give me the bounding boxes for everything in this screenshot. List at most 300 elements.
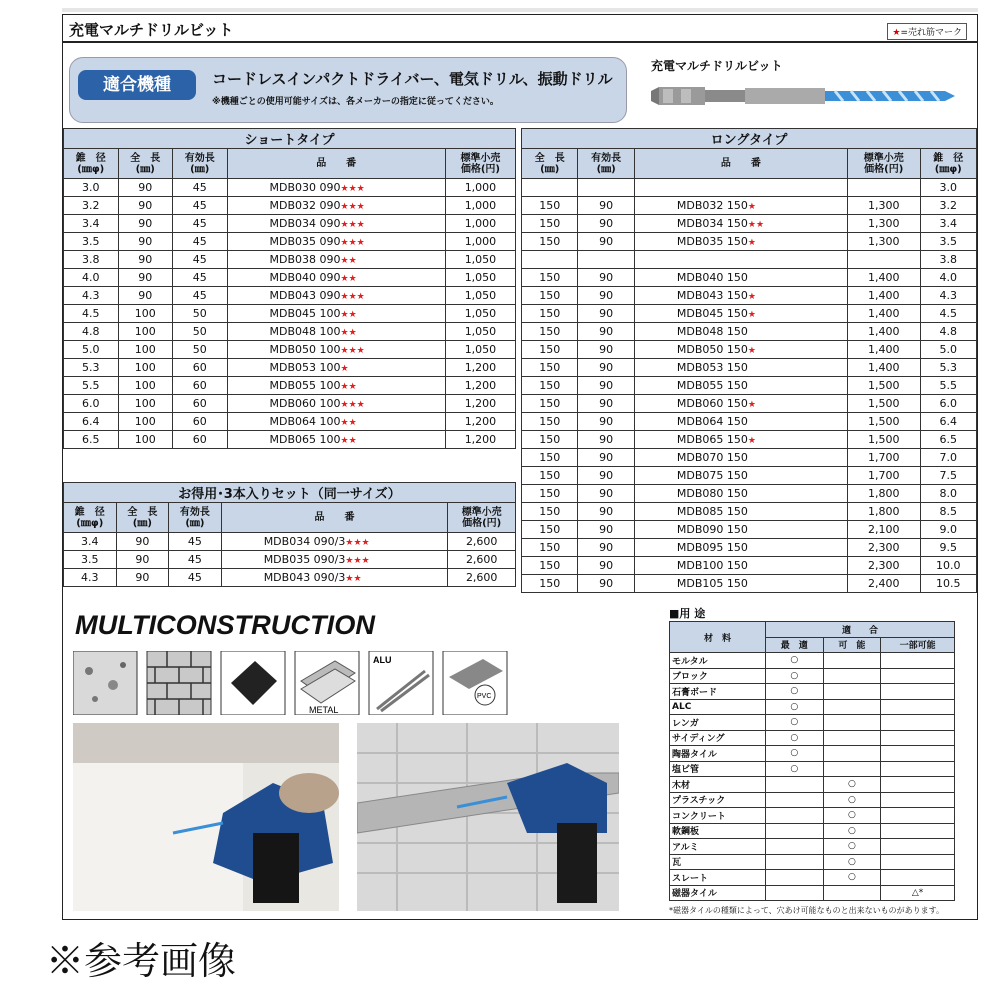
part-number-cell: MDB043 090/3★★	[221, 569, 448, 587]
price-cell: 1,050	[445, 287, 515, 305]
ok-cell: ○	[823, 870, 881, 886]
diameter-cell: 9.5	[920, 539, 976, 557]
diameter-cell: 4.5	[64, 305, 119, 323]
diameter-cell: 3.4	[64, 533, 117, 551]
part-number-cell: MDB048 100★★	[227, 323, 445, 341]
material-cell: 瓦	[670, 854, 766, 870]
length-cell: 150	[522, 197, 578, 215]
diameter-cell: 4.3	[64, 569, 117, 587]
bestseller-star-icon: ★	[747, 346, 756, 356]
table-row	[522, 323, 977, 341]
table-row	[64, 569, 516, 587]
diameter-cell: 4.0	[920, 269, 976, 287]
ok-cell	[823, 699, 881, 715]
best-cell	[766, 854, 824, 870]
ok-cell: ○	[823, 854, 881, 870]
effective-length-cell: 60	[173, 359, 228, 377]
star-icon: ★	[892, 28, 901, 38]
diameter-cell: 3.5	[64, 551, 117, 569]
effective-length-cell: 45	[173, 215, 228, 233]
length-cell: 150	[522, 341, 578, 359]
length-cell: 100	[118, 377, 173, 395]
table-row	[64, 287, 516, 305]
tile-icon	[221, 651, 285, 715]
table-row	[64, 233, 516, 251]
effective-length-cell: 60	[173, 395, 228, 413]
bestseller-star-icon: ★	[747, 310, 756, 320]
part-number-cell: MDB035 090★★★	[227, 233, 445, 251]
price-cell: 1,050	[445, 251, 515, 269]
best-cell: ○	[766, 699, 824, 715]
diameter-cell: 6.0	[920, 395, 976, 413]
effective-length-cell: 90	[578, 233, 634, 251]
column-header: 品 番	[634, 149, 847, 179]
length-cell: 90	[118, 251, 173, 269]
effective-length-cell: 45	[173, 179, 228, 197]
bestseller-star-icon: ★★★	[340, 220, 365, 230]
effective-length-cell: 60	[173, 413, 228, 431]
effective-length-cell: 90	[578, 485, 634, 503]
short-type-table	[63, 128, 516, 449]
price-cell: 1,400	[847, 323, 920, 341]
effective-length-cell: 45	[169, 551, 222, 569]
usage-row	[670, 730, 955, 746]
price-cell: 1,200	[445, 377, 515, 395]
best-cell	[766, 839, 824, 855]
best-cell: ○	[766, 730, 824, 746]
length-cell: 150	[522, 413, 578, 431]
bestseller-star-icon: ★★★	[340, 292, 365, 302]
part-number-cell: MDB075 150	[634, 467, 847, 485]
top-divider	[62, 8, 978, 12]
drill-bit-image	[649, 77, 959, 115]
price-cell: 1,000	[445, 197, 515, 215]
effective-length-cell: 50	[173, 323, 228, 341]
length-cell: 90	[116, 533, 169, 551]
price-cell: 1,200	[445, 431, 515, 449]
effective-length-cell: 90	[578, 323, 634, 341]
part-number-cell: MDB045 100★★	[227, 305, 445, 323]
table-row	[522, 251, 977, 269]
length-cell: 100	[118, 359, 173, 377]
ok-cell: ○	[823, 808, 881, 824]
material-cell: ALC	[670, 699, 766, 715]
effective-length-cell: 90	[578, 359, 634, 377]
partial-cell	[881, 839, 955, 855]
column-header: 錐 径 (㎜φ)	[920, 149, 976, 179]
bestseller-star-icon: ★★	[340, 328, 357, 338]
table-row	[522, 539, 977, 557]
price-cell: 1,000	[445, 215, 515, 233]
part-number-cell: MDB053 150	[634, 359, 847, 377]
usage-row	[670, 870, 955, 886]
ok-cell	[823, 653, 881, 669]
effective-length-cell	[578, 251, 634, 269]
diameter-cell: 5.5	[920, 377, 976, 395]
effective-length-cell: 90	[578, 449, 634, 467]
part-number-cell: MDB050 100★★★	[227, 341, 445, 359]
effective-length-cell: 90	[578, 539, 634, 557]
diameter-cell: 3.2	[920, 197, 976, 215]
length-cell: 100	[118, 413, 173, 431]
material-cell: 陶器タイル	[670, 746, 766, 762]
length-cell: 150	[522, 521, 578, 539]
ok-cell: ○	[823, 823, 881, 839]
length-cell: 150	[522, 467, 578, 485]
usage-row	[670, 761, 955, 777]
length-cell: 150	[522, 269, 578, 287]
usage-partial-header: 一部可能	[881, 637, 955, 653]
partial-cell	[881, 668, 955, 684]
effective-length-cell: 90	[578, 557, 634, 575]
table-row	[522, 557, 977, 575]
partial-cell: △*	[881, 885, 955, 901]
compat-note: ※機種ごとの使用可能サイズは、各メーカーの指定に従ってください。	[212, 97, 499, 107]
diameter-cell: 5.0	[64, 341, 119, 359]
part-number-cell: MDB032 090★★★	[227, 197, 445, 215]
part-number-cell: MDB060 100★★★	[227, 395, 445, 413]
part-number-cell: MDB090 150	[634, 521, 847, 539]
length-cell: 100	[118, 323, 173, 341]
material-cell: レンガ	[670, 715, 766, 731]
effective-length-cell: 50	[173, 305, 228, 323]
table-row	[522, 467, 977, 485]
column-header: 有効長 (㎜)	[578, 149, 634, 179]
price-cell: 2,600	[448, 533, 516, 551]
product-image-title: 充電マルチドリルビット	[651, 59, 783, 73]
length-cell: 150	[522, 395, 578, 413]
usage-row	[670, 684, 955, 700]
usage-row	[670, 746, 955, 762]
effective-length-cell: 60	[173, 431, 228, 449]
diameter-cell: 10.5	[920, 575, 976, 593]
length-cell: 150	[522, 215, 578, 233]
best-cell: ○	[766, 715, 824, 731]
best-cell	[766, 792, 824, 808]
effective-length-cell: 45	[173, 269, 228, 287]
diameter-cell: 3.4	[920, 215, 976, 233]
part-number-cell: MDB034 150★★	[634, 215, 847, 233]
column-header: 錐 径 (㎜φ)	[64, 149, 119, 179]
part-number-cell: MDB095 150	[634, 539, 847, 557]
pvc-icon	[443, 651, 507, 715]
price-cell: 1,400	[847, 359, 920, 377]
set-table	[63, 482, 516, 587]
partial-cell	[881, 777, 955, 793]
set-section-title: お得用･3本入りセット（同一サイズ）	[64, 483, 516, 503]
diameter-cell: 3.0	[64, 179, 119, 197]
partial-cell	[881, 684, 955, 700]
material-cell: アルミ	[670, 839, 766, 855]
table-row	[64, 551, 516, 569]
effective-length-cell: 90	[578, 197, 634, 215]
best-cell: ○	[766, 653, 824, 669]
length-cell: 150	[522, 287, 578, 305]
price-cell: 1,800	[847, 503, 920, 521]
material-cell: モルタル	[670, 653, 766, 669]
alu-icon	[369, 651, 433, 715]
column-header: 標準小売 価格(円)	[445, 149, 515, 179]
ok-cell	[823, 761, 881, 777]
partial-cell	[881, 715, 955, 731]
usage-material-header: 材 料	[670, 622, 766, 653]
table-row	[522, 485, 977, 503]
table-row	[522, 377, 977, 395]
length-cell	[522, 179, 578, 197]
diameter-cell: 3.2	[64, 197, 119, 215]
effective-length-cell: 90	[578, 287, 634, 305]
usage-row	[670, 653, 955, 669]
part-number-cell: MDB040 150	[634, 269, 847, 287]
bestseller-star-icon: ★★★	[340, 202, 365, 212]
usage-row	[670, 668, 955, 684]
bestseller-star-icon: ★★★	[345, 538, 370, 548]
table-row	[64, 413, 516, 431]
part-number-cell	[634, 179, 847, 197]
length-cell: 90	[116, 569, 169, 587]
best-cell: ○	[766, 684, 824, 700]
set-header-row	[64, 503, 516, 533]
short-section-title: ショートタイプ	[64, 129, 516, 149]
price-cell: 2,600	[448, 569, 516, 587]
table-row	[522, 449, 977, 467]
price-cell: 2,300	[847, 557, 920, 575]
part-number-cell: MDB030 090★★★	[227, 179, 445, 197]
effective-length-cell: 90	[578, 395, 634, 413]
column-header: 標準小売 価格(円)	[847, 149, 920, 179]
price-cell: 2,100	[847, 521, 920, 539]
material-cell: プラスチック	[670, 792, 766, 808]
length-cell: 150	[522, 359, 578, 377]
usage-row	[670, 839, 955, 855]
part-number-cell: MDB043 150★	[634, 287, 847, 305]
bestseller-star-icon: ★★	[340, 274, 357, 284]
table-row	[64, 197, 516, 215]
bestseller-star-icon: ★	[747, 238, 756, 248]
partial-cell	[881, 870, 955, 886]
effective-length-cell: 50	[173, 341, 228, 359]
usage-row	[670, 823, 955, 839]
length-cell: 150	[522, 575, 578, 593]
effective-length-cell: 90	[578, 503, 634, 521]
part-number-cell: MDB065 150★	[634, 431, 847, 449]
usage-row	[670, 792, 955, 808]
effective-length-cell: 45	[173, 233, 228, 251]
ok-cell	[823, 668, 881, 684]
column-header: 有効長 (㎜)	[173, 149, 228, 179]
length-cell: 90	[118, 179, 173, 197]
table-row	[522, 395, 977, 413]
part-number-cell: MDB055 100★★	[227, 377, 445, 395]
length-cell: 90	[116, 551, 169, 569]
usage-fit-header: 適 合	[766, 622, 955, 638]
length-cell: 150	[522, 305, 578, 323]
catalog-sheet	[62, 14, 978, 920]
diameter-cell: 5.3	[64, 359, 119, 377]
diameter-cell: 3.5	[64, 233, 119, 251]
column-header: 品 番	[221, 503, 448, 533]
diameter-cell: 9.0	[920, 521, 976, 539]
table-row	[64, 395, 516, 413]
metal-icon	[295, 651, 359, 715]
length-cell: 100	[118, 305, 173, 323]
table-row	[522, 287, 977, 305]
part-number-cell: MDB035 150★	[634, 233, 847, 251]
price-cell: 1,300	[847, 233, 920, 251]
column-header: 品 番	[227, 149, 445, 179]
effective-length-cell: 90	[578, 215, 634, 233]
bestseller-star-icon: ★★	[747, 220, 765, 230]
length-cell: 100	[118, 395, 173, 413]
diameter-cell: 3.8	[920, 251, 976, 269]
usage-row	[670, 699, 955, 715]
column-header: 標準小売 価格(円)	[448, 503, 516, 533]
length-cell: 150	[522, 557, 578, 575]
usage-row	[670, 777, 955, 793]
effective-length-cell: 45	[173, 251, 228, 269]
diameter-cell: 8.5	[920, 503, 976, 521]
table-row	[522, 305, 977, 323]
reference-image-note: ※参考画像	[46, 939, 237, 983]
long-table-body	[522, 179, 977, 593]
price-cell: 1,050	[445, 269, 515, 287]
bestseller-star-icon: ★	[747, 436, 756, 446]
ok-cell	[823, 715, 881, 731]
material-cell: 塩ビ管	[670, 761, 766, 777]
bestseller-star-icon: ★★★	[340, 238, 365, 248]
ok-cell: ○	[823, 792, 881, 808]
table-row	[522, 233, 977, 251]
usage-best-header: 最 適	[766, 637, 824, 653]
table-row	[64, 305, 516, 323]
price-cell: 2,300	[847, 539, 920, 557]
price-cell: 1,400	[847, 305, 920, 323]
effective-length-cell	[578, 179, 634, 197]
price-cell: 1,200	[445, 413, 515, 431]
bestseller-star-icon: ★★	[345, 574, 362, 584]
column-header: 全 長 (㎜)	[118, 149, 173, 179]
effective-length-cell: 45	[169, 533, 222, 551]
bestseller-star-icon: ★★	[340, 418, 357, 428]
price-cell: 1,500	[847, 413, 920, 431]
table-row	[522, 197, 977, 215]
price-cell: 1,200	[445, 359, 515, 377]
table-row	[64, 359, 516, 377]
table-row	[64, 215, 516, 233]
long-section-title: ロングタイプ	[522, 129, 977, 149]
bestseller-star-icon: ★★	[340, 310, 357, 320]
best-cell	[766, 885, 824, 901]
effective-length-cell: 90	[578, 521, 634, 539]
part-number-cell: MDB040 090★★	[227, 269, 445, 287]
effective-length-cell: 90	[578, 305, 634, 323]
best-cell	[766, 777, 824, 793]
table-row	[64, 323, 516, 341]
length-cell: 90	[118, 269, 173, 287]
length-cell: 150	[522, 233, 578, 251]
part-number-cell: MDB038 090★★	[227, 251, 445, 269]
part-number-cell: MDB060 150★	[634, 395, 847, 413]
long-type-table	[521, 128, 977, 593]
bestseller-star-icon: ★	[747, 202, 756, 212]
short-table-body	[64, 179, 516, 449]
part-number-cell: MDB034 090/3★★★	[221, 533, 448, 551]
effective-length-cell: 90	[578, 431, 634, 449]
diameter-cell: 4.3	[920, 287, 976, 305]
price-cell: 1,500	[847, 377, 920, 395]
partial-cell	[881, 653, 955, 669]
page-title: 充電マルチドリルビット	[69, 21, 234, 39]
price-cell: 1,000	[445, 233, 515, 251]
bestseller-legend	[887, 23, 967, 40]
effective-length-cell: 90	[578, 269, 634, 287]
table-row	[522, 269, 977, 287]
partial-cell	[881, 823, 955, 839]
diameter-cell: 4.3	[64, 287, 119, 305]
multiconstruction-logo	[73, 609, 383, 639]
table-row	[522, 521, 977, 539]
material-icons	[73, 651, 513, 715]
length-cell: 150	[522, 323, 578, 341]
bestseller-star-icon: ★★	[340, 256, 357, 266]
usage-ok-header: 可 能	[823, 637, 881, 653]
length-cell: 150	[522, 449, 578, 467]
effective-length-cell: 90	[578, 467, 634, 485]
price-cell	[847, 179, 920, 197]
price-cell: 1,700	[847, 449, 920, 467]
diameter-cell: 3.4	[64, 215, 119, 233]
usage-table-body	[670, 653, 955, 901]
effective-length-cell: 60	[173, 377, 228, 395]
diameter-cell: 4.8	[64, 323, 119, 341]
best-cell	[766, 870, 824, 886]
partial-cell	[881, 699, 955, 715]
title-bar	[63, 15, 977, 43]
compat-badge: 適合機種	[78, 70, 196, 100]
best-cell: ○	[766, 668, 824, 684]
part-number-cell: MDB053 100★	[227, 359, 445, 377]
table-row	[522, 359, 977, 377]
part-number-cell: MDB034 090★★★	[227, 215, 445, 233]
usage-table	[669, 621, 955, 901]
table-row	[522, 503, 977, 521]
drilling-wall-photo	[73, 723, 339, 911]
part-number-cell: MDB055 150	[634, 377, 847, 395]
material-cell: 軟鋼板	[670, 823, 766, 839]
material-cell: スレート	[670, 870, 766, 886]
table-row	[64, 251, 516, 269]
column-header: 全 長 (㎜)	[522, 149, 578, 179]
short-header-row	[64, 149, 516, 179]
brick-icon	[147, 651, 211, 715]
part-number-cell: MDB048 150	[634, 323, 847, 341]
best-cell	[766, 823, 824, 839]
effective-length-cell: 45	[173, 287, 228, 305]
diameter-cell: 6.5	[920, 431, 976, 449]
diameter-cell: 3.5	[920, 233, 976, 251]
diameter-cell: 4.0	[64, 269, 119, 287]
bestseller-star-icon: ★★	[340, 436, 357, 446]
price-cell: 2,600	[448, 551, 516, 569]
length-cell: 90	[118, 233, 173, 251]
price-cell: 1,400	[847, 341, 920, 359]
part-number-cell: MDB100 150	[634, 557, 847, 575]
table-row	[522, 575, 977, 593]
alu-label: ALU	[373, 655, 392, 665]
diameter-cell: 5.3	[920, 359, 976, 377]
price-cell: 1,400	[847, 269, 920, 287]
diameter-cell: 6.4	[920, 413, 976, 431]
